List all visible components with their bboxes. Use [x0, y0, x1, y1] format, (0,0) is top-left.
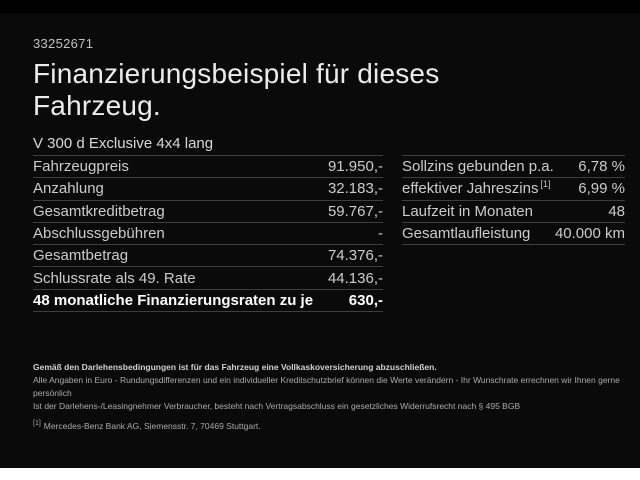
- row-label: Schlussrate als 49. Rate: [33, 269, 196, 287]
- row-label: Abschlussgebühren: [33, 225, 165, 243]
- row-value: 6,78 %: [578, 158, 625, 176]
- table-row-gesamtkreditbetrag: [33, 200, 383, 222]
- finance-table: [33, 155, 383, 312]
- row-label: effektiver Jahreszins: [402, 180, 539, 198]
- row-label: Fahrzeugpreis: [33, 158, 129, 176]
- row-label: 48 monatliche Finanzierungsraten zu je: [33, 291, 314, 309]
- listing-number: 33252671: [33, 36, 94, 51]
- page-title: [33, 58, 439, 122]
- fine-print: [33, 361, 626, 433]
- row-value: 44.136,-: [327, 269, 383, 287]
- fine-print-footnote: [33, 417, 626, 433]
- page-title-line1: Finanzierungsbeispiel für dieses: [33, 58, 440, 89]
- row-value: 59.767,-: [327, 202, 383, 220]
- row-value: 48: [608, 202, 625, 220]
- row-label: Laufzeit in Monaten: [402, 202, 533, 220]
- table-row-schlussrate: [33, 266, 383, 288]
- fine-print-line3: Ist der Darlehens-/Leasingnehmer Verbraucher, besteht nach Vertragsabschluss ein gesetzliches Widerrufsrecht nach § 495 BGB: [33, 401, 521, 411]
- monthly-rate-row: [33, 289, 383, 311]
- table-row-laufzeit: [402, 200, 625, 222]
- conditions-table: [402, 155, 625, 245]
- table-row-effektiver-jahreszins: [402, 177, 625, 199]
- row-value: 91.950,-: [327, 158, 383, 176]
- row-value: 6,99 %: [578, 180, 625, 198]
- vehicle-name: V 300 d Exclusive 4x4 lang: [33, 135, 214, 152]
- table-row-abschlussgebuehren: [33, 222, 383, 244]
- table-row-gesamtlaufleistung: [402, 222, 625, 244]
- row-label: Gesamtbetrag: [33, 247, 129, 265]
- bottom-bar: [0, 468, 640, 480]
- table-row-anzahlung: [33, 177, 383, 199]
- footnote-text: Mercedes-Benz Bank AG, Siemensstr. 7, 70469 Stuttgart.: [43, 420, 261, 431]
- row-label: Gesamtlaufleistung: [402, 225, 531, 243]
- row-value: 630,-: [348, 291, 383, 309]
- row-value: -: [378, 225, 383, 243]
- fine-print-line1: Gemäß den Darlehensbedingungen ist für das Fahrzeug eine Vollkaskoversicherung abzuschließen.: [33, 362, 437, 372]
- row-label: Gesamtkreditbetrag: [33, 202, 165, 220]
- page-title-line2: Fahrzeug.: [33, 90, 161, 121]
- footnote-marker: [1]: [540, 179, 551, 190]
- slide-content: [0, 13, 640, 468]
- footnote-marker: [1]: [33, 420, 41, 427]
- fine-print-line2: Alle Angaben in Euro - Rundungsdifferenzen und ein individueller Kreditschutzbrief können die Werte verändern - Ihr Wunschrate errechnen wir Ihnen gerne persönlich: [33, 375, 620, 398]
- table-row-sollzins: [402, 155, 625, 177]
- table-row-gesamtbetrag: [33, 244, 383, 266]
- row-label: Anzahlung: [33, 180, 104, 198]
- row-value: 32.183,-: [327, 180, 383, 198]
- row-label: Sollzins gebunden p.a.: [402, 158, 554, 176]
- row-value: 40.000 km: [554, 225, 625, 243]
- table-row-fahrzeugpreis: [33, 155, 383, 177]
- row-value: 74.376,-: [327, 247, 383, 265]
